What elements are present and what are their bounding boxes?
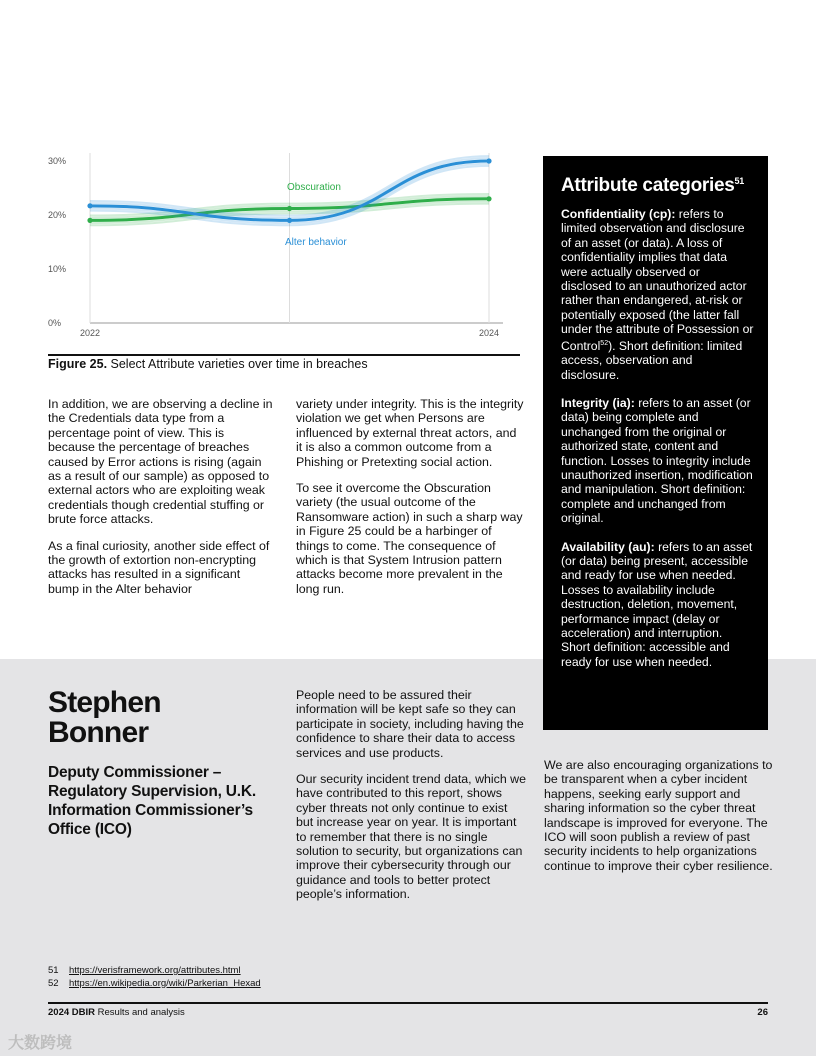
y-tick-label: 30% — [48, 156, 67, 166]
y-tick-label: 20% — [48, 210, 67, 220]
availability-text: refers to an asset (or data) being present, accessible and ready for use when needed. Losses to availability include destruction, deletion, movement, performance impact (delay or acceleration) and interruption. Short definition: accessible and ready for use when needed. — [561, 539, 753, 669]
attribute-categories-sidebar — [543, 156, 768, 730]
confidentiality-text-end: ). Short definition: limited access, observation and disclosure. — [561, 338, 743, 382]
footer-report — [48, 1007, 185, 1019]
data-point — [287, 206, 292, 211]
paragraph: Our security incident trend data, which we have contributed to this report, shows cyber threats not only continue to exist but increase year on year. It is important to remember that there is no single solution to security, but organizations can improve their cybersecurity through our guidance and tools to better protect people’s information. — [296, 772, 527, 902]
paragraph: As a final curiosity, another side effect of the growth of extortion non-encrypting attacks has resulted in a significant bump in the Alter behavior — [48, 538, 270, 596]
attribute-varieties-chart — [40, 148, 520, 344]
figure-caption — [48, 357, 520, 372]
paragraph: To see it overcome the Obscuration variety (the usual outcome of the Ransomware action) in such a sharp way in Figure 25 could be a harbinger of things to come. The consequence of which is that System Intrusion pattern attacks become more prevalent in the long run. — [296, 481, 523, 596]
footnote-number: 52 — [48, 977, 59, 989]
interview-column-3 — [544, 758, 774, 885]
footnote-number: 51 — [48, 965, 59, 976]
paragraph: People need to be assured their information will be kept safe so they can participate in society, including having the confidence to share their data to access services and use products. — [296, 688, 524, 760]
data-point — [486, 196, 491, 201]
interviewee-name — [48, 688, 278, 748]
interview-column-2 — [296, 688, 528, 914]
integrity-definition — [561, 396, 754, 526]
section-name: Results and analysis — [95, 1007, 185, 1018]
figure-rule — [48, 354, 520, 356]
confidentiality-definition — [561, 207, 754, 382]
footnote-link[interactable]: https://en.wikipedia.org/wiki/Parkerian_Hexad — [69, 977, 261, 989]
page-number: 26 — [757, 1007, 768, 1018]
footnote-ref: 52 — [600, 339, 609, 347]
sidebar-title — [561, 170, 754, 197]
data-point — [287, 218, 292, 223]
data-point — [87, 203, 92, 208]
report-name: 2024 DBIR — [48, 1007, 95, 1018]
interviewee-role: Deputy Commissioner – Regulatory Supervision, U.K. Information Commissioner’s Office (ICO) — [48, 764, 256, 838]
x-tick-label: 2022 — [79, 328, 101, 338]
availability-definition — [561, 540, 754, 670]
data-point — [486, 158, 491, 163]
footnote — [48, 965, 261, 978]
paragraph: In addition, we are observing a decline in the Credentials data type from a percentage point of view. This is because the percentage of breaches caused by Error actions is rising (again as a result of our sample) as opposed to external actors who are exploiting weak credentials though credential stuffing or brute force attacks. — [48, 397, 273, 527]
sidebar-title-text: Attribute categories — [561, 175, 735, 196]
name-line: Bonner — [48, 716, 149, 749]
integrity-text: refers to an asset (or data) being complete and unchanged from the original or authorized state, content and function. Losses to integrity include unauthorized insertion, modification and manipulation. Short definition: complete and unchanged from original. — [561, 395, 753, 526]
data-point — [87, 218, 92, 223]
footnote-link[interactable]: https://verisframework.org/attributes.html — [69, 965, 241, 976]
availability-label: Availability (au): — [561, 539, 655, 554]
series-label: Obscuration — [287, 182, 341, 193]
name-line: Stephen — [48, 686, 161, 719]
watermark: 大数跨境 — [8, 1035, 73, 1052]
y-tick-label: 0% — [48, 318, 62, 328]
confidentiality-text: refers to limited observation and disclosure of an asset (or data). A loss of confidentiality implies that data were actually observed or disclosed to an unauthorized actor rather than endangered, at-risk or potentially exposed (the latter fall under the attribute of Possession or Control — [561, 207, 754, 353]
figure-caption-text: Select Attribute varieties over time in breaches — [107, 357, 368, 371]
figure-label: Figure 25. — [48, 357, 108, 371]
body-column-2 — [296, 397, 526, 608]
footnote-ref: 51 — [734, 176, 744, 186]
confidentiality-label: Confidentiality (cp): — [561, 207, 676, 221]
body-column-1 — [48, 397, 274, 608]
x-tick-label: 2024 — [478, 328, 500, 338]
paragraph: variety under integrity. This is the integrity violation we get when Persons are influenced by external threat actors, and it is also a common outcome from a Phishing or Pretexting social action. — [296, 397, 524, 469]
series-label: Alter behavior — [285, 237, 347, 248]
footnotes — [48, 965, 261, 990]
footer-rule — [48, 1002, 768, 1004]
footnote — [48, 978, 261, 991]
paragraph: We are also encouraging organizations to be transparent when a cyber incident happens, seeking early support and sharing information so the cyber threat landscape is improved for everyone. The ICO will soon publish a review of past security incidents to help organizations continue to improve their cyber resilience. — [544, 758, 773, 873]
integrity-label: Integrity (ia): — [561, 395, 635, 410]
y-tick-label: 10% — [48, 264, 67, 274]
